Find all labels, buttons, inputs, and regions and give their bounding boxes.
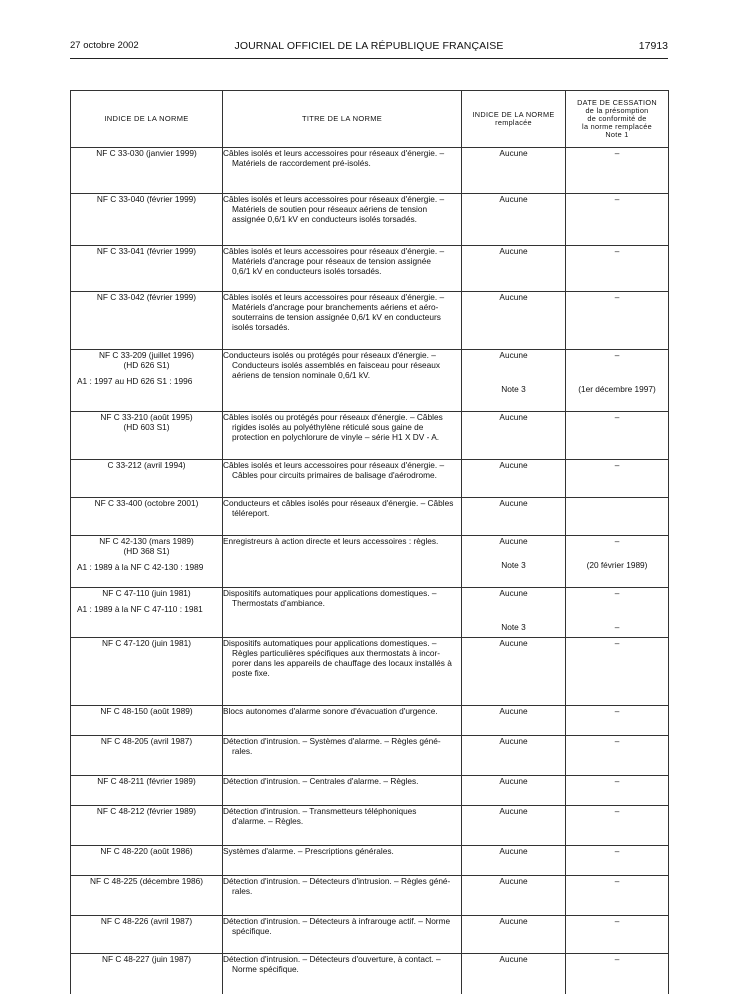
remplacee-cell <box>462 916 566 954</box>
norme-reference: NF C 33-042 (février 1999) <box>96 292 197 302</box>
cessation-value: (1er décembre 1997) <box>578 384 656 394</box>
norme-cell <box>71 246 223 292</box>
titre-line: Matériels de raccordement pré-isolés. <box>232 158 371 168</box>
titre-line: porer dans les appareils de chauffage des locaux installés à <box>232 658 452 668</box>
table-row <box>71 954 669 994</box>
titre-line: poste fixe. <box>232 668 270 678</box>
col-header-remplacee <box>462 91 566 148</box>
cessation-value: – <box>614 536 620 546</box>
cessation-value: – <box>614 588 620 598</box>
remplacee-cell <box>462 736 566 776</box>
titre-line: Conducteurs et câbles isolés pour réseaux d'énergie. – Câbles <box>223 498 454 508</box>
titre-line: Câbles isolés et leurs accessoires pour réseaux d'énergie. – <box>223 292 445 302</box>
norme-reference: NF C 42-130 (mars 1989) <box>99 536 194 546</box>
titre-cell <box>223 954 462 994</box>
norme-cell <box>71 148 223 194</box>
norme-reference: (HD 626 S1) <box>123 360 170 370</box>
titre-line: Détection d'intrusion. – Systèmes d'alarme. – Règles géné- <box>223 736 441 746</box>
cessation-cell <box>566 806 669 846</box>
titre-cell <box>223 736 462 776</box>
table-row <box>71 498 669 536</box>
remplacee-value: Note 3 <box>501 560 526 570</box>
titre-line: Thermostats d'ambiance. <box>232 598 325 608</box>
remplacee-value: Aucune <box>499 246 528 256</box>
titre-line: Détection d'intrusion. – Transmetteurs téléphoniques <box>223 806 417 816</box>
amendement-reference: A1 : 1997 au HD 626 S1 : 1996 <box>77 376 193 386</box>
cessation-value: – <box>614 622 620 632</box>
col-header-remplacee-line: remplacée <box>495 118 532 127</box>
header-rule <box>70 58 668 59</box>
norme-reference: NF C 48-220 (août 1986) <box>100 846 193 856</box>
titre-cell <box>223 412 462 460</box>
norme-cell <box>71 536 223 588</box>
titre-line: Enregistreurs à action directe et leurs accessoires : règles. <box>223 536 439 546</box>
titre-line: isolés torsadés. <box>232 322 290 332</box>
remplacee-cell <box>462 498 566 536</box>
col-header-titre: TITRE DE LA NORME <box>223 91 462 148</box>
titre-line: rales. <box>232 746 253 756</box>
titre-cell <box>223 536 462 588</box>
cessation-cell <box>566 412 669 460</box>
col-header-cessation-line: de la présomption <box>585 106 649 115</box>
norme-reference: NF C 48-205 (avril 1987) <box>100 736 193 746</box>
col-header-cessation-line: la norme remplacée <box>582 122 652 131</box>
titre-line: Systèmes d'alarme. – Prescriptions générales. <box>223 846 394 856</box>
norms-table <box>70 90 669 994</box>
norme-reference: NF C 33-040 (février 1999) <box>96 194 197 204</box>
remplacee-cell <box>462 806 566 846</box>
norme-cell <box>71 776 223 806</box>
table-row <box>71 350 669 412</box>
remplacee-cell <box>462 776 566 806</box>
norme-reference: NF C 48-212 (février 1989) <box>96 806 197 816</box>
cessation-cell <box>566 916 669 954</box>
remplacee-value: Aucune <box>499 292 528 302</box>
titre-cell <box>223 776 462 806</box>
titre-line: Blocs autonomes d'alarme sonore d'évacuation d'urgence. <box>223 706 438 716</box>
titre-cell <box>223 246 462 292</box>
amendement-reference: A1 : 1989 à la NF C 42-130 : 1989 <box>77 562 204 572</box>
titre-line: Détection d'intrusion. – Détecteurs à infrarouge actif. – Norme <box>223 916 451 926</box>
issue-date: 27 octobre 2002 <box>70 40 139 51</box>
titre-line: Câbles isolés et leurs accessoires pour réseaux d'énergie. – <box>223 194 445 204</box>
cessation-cell <box>566 588 669 638</box>
col-header-cessation-line: de conformité de <box>587 114 647 123</box>
titre-line: Dispositifs automatiques pour applications domestiques. – <box>223 638 437 648</box>
cessation-value: – <box>614 736 620 746</box>
remplacee-value: Aucune <box>499 916 528 926</box>
titre-line: Matériels de soutien pour réseaux aériens de tension <box>232 204 428 214</box>
remplacee-cell <box>462 292 566 350</box>
norme-cell <box>71 350 223 412</box>
cessation-cell <box>566 536 669 588</box>
col-header-cessation-line: DATE DE CESSATION <box>577 98 657 107</box>
col-header-cessation-line: Note 1 <box>605 130 629 139</box>
table-row <box>71 736 669 776</box>
remplacee-cell <box>462 148 566 194</box>
table-row <box>71 148 669 194</box>
table-row <box>71 638 669 706</box>
remplacee-value: Aucune <box>499 536 528 546</box>
table-row <box>71 460 669 498</box>
norme-reference: NF C 47-110 (juin 1981) <box>102 588 191 598</box>
remplacee-cell <box>462 246 566 292</box>
journal-title: JOURNAL OFFICIEL DE LA RÉPUBLIQUE FRANÇAISE <box>234 40 504 52</box>
titre-line: protection en polychlorure de vinyle – série H1 X DV - A. <box>232 432 440 442</box>
norme-reference: NF C 47-120 (juin 1981) <box>101 638 191 648</box>
norme-cell <box>71 638 223 706</box>
norme-reference: (HD 368 S1) <box>123 546 170 556</box>
titre-cell <box>223 806 462 846</box>
cessation-value: – <box>614 806 620 816</box>
table-row <box>71 706 669 736</box>
norme-cell <box>71 460 223 498</box>
norme-reference: (HD 603 S1) <box>123 422 170 432</box>
titre-cell <box>223 350 462 412</box>
cessation-value: – <box>614 846 620 856</box>
titre-line: Dispositifs automatiques pour applications domestiques. – <box>223 588 437 598</box>
remplacee-value: Aucune <box>499 736 528 746</box>
titre-cell <box>223 638 462 706</box>
cessation-value: – <box>614 876 620 886</box>
cessation-value: – <box>614 412 620 422</box>
norme-cell <box>71 706 223 736</box>
titre-cell <box>223 876 462 916</box>
norme-cell <box>71 292 223 350</box>
remplacee-cell <box>462 460 566 498</box>
titre-line: Détection d'intrusion. – Détecteurs d'intrusion. – Règles géné- <box>223 876 451 886</box>
norme-cell <box>71 498 223 536</box>
cessation-cell <box>566 954 669 994</box>
cessation-cell <box>566 194 669 246</box>
remplacee-cell <box>462 194 566 246</box>
cessation-cell <box>566 776 669 806</box>
cessation-value: – <box>614 638 620 648</box>
table-row <box>71 876 669 916</box>
norme-reference: NF C 48-211 (février 1989) <box>97 776 196 786</box>
cessation-cell <box>566 876 669 916</box>
remplacee-cell <box>462 638 566 706</box>
titre-line: Détection d'intrusion. – Détecteurs d'ouverture, à contact. – <box>223 954 441 964</box>
norme-reference: NF C 48-227 (juin 1987) <box>101 954 191 964</box>
remplacee-value: Aucune <box>499 876 528 886</box>
titre-cell <box>223 846 462 876</box>
remplacee-value: Aucune <box>499 350 528 360</box>
cessation-value: – <box>614 350 620 360</box>
cessation-value: – <box>614 194 620 204</box>
table-row <box>71 916 669 954</box>
norme-cell <box>71 588 223 638</box>
titre-line: Matériels d'ancrage pour branchements aériens et aéro- <box>232 302 439 312</box>
remplacee-value: Aucune <box>499 412 528 422</box>
col-header-norme: INDICE DE LA NORME <box>71 91 223 148</box>
remplacee-cell <box>462 706 566 736</box>
norme-cell <box>71 846 223 876</box>
norme-reference: NF C 48-150 (août 1989) <box>100 706 193 716</box>
titre-cell <box>223 588 462 638</box>
titre-cell <box>223 292 462 350</box>
remplacee-cell <box>462 954 566 994</box>
titre-line: Règles particulières spécifiques aux thermostats à incor- <box>232 648 440 658</box>
cessation-value: – <box>614 148 620 158</box>
norme-cell <box>71 736 223 776</box>
remplacee-value: Aucune <box>499 638 528 648</box>
norme-reference: NF C 48-225 (décembre 1986) <box>90 876 203 886</box>
titre-line: Câbles isolés et leurs accessoires pour réseaux d'énergie. – <box>223 148 445 158</box>
remplacee-value: Aucune <box>499 194 528 204</box>
norme-cell <box>71 916 223 954</box>
remplacee-value: Aucune <box>499 706 528 716</box>
titre-line: Matériels d'ancrage pour réseaux de tension assignée <box>232 256 431 266</box>
norme-cell <box>71 194 223 246</box>
titre-line: rigides isolés au polyéthylène réticulé sous gaine de <box>232 422 424 432</box>
norme-cell <box>71 954 223 994</box>
cessation-cell <box>566 292 669 350</box>
table-row <box>71 776 669 806</box>
titre-line: spécifique. <box>232 926 272 936</box>
norme-reference: NF C 33-041 (février 1999) <box>96 246 197 256</box>
norme-reference: NF C 33-210 (août 1995) <box>100 412 193 422</box>
titre-line: Norme spécifique. <box>232 964 299 974</box>
remplacee-cell <box>462 846 566 876</box>
cessation-value: – <box>614 954 620 964</box>
remplacee-value: Aucune <box>499 954 528 964</box>
remplacee-value: Note 3 <box>501 384 526 394</box>
titre-cell <box>223 460 462 498</box>
titre-line: Câbles pour circuits primaires de balisage d'aérodrome. <box>232 470 437 480</box>
cessation-cell <box>566 638 669 706</box>
titre-line: Conducteurs isolés ou protégés pour réseaux d'énergie. – <box>223 350 436 360</box>
titre-cell <box>223 706 462 736</box>
cessation-value: (20 février 1989) <box>586 560 648 570</box>
norme-reference: NF C 33-400 (octobre 2001) <box>94 498 199 508</box>
table-row <box>71 846 669 876</box>
norme-reference: C 33-212 (avril 1994) <box>107 460 186 470</box>
remplacee-value: Aucune <box>499 148 528 158</box>
cessation-value: – <box>614 706 620 716</box>
cessation-value: – <box>614 292 620 302</box>
cessation-cell <box>566 350 669 412</box>
titre-line: d'alarme. – Règles. <box>232 816 304 826</box>
titre-line: Câbles isolés ou protégés pour réseaux d'énergie. – Câbles <box>223 412 443 422</box>
norme-reference: NF C 48-226 (avril 1987) <box>100 916 193 926</box>
cessation-cell <box>566 148 669 194</box>
remplacee-cell <box>462 350 566 412</box>
titre-cell <box>223 148 462 194</box>
titre-line: téléreport. <box>232 508 270 518</box>
norme-reference: NF C 33-209 (juillet 1996) <box>99 350 194 360</box>
titre-line: aériens de tension nominale 0,6/1 kV. <box>232 370 371 380</box>
cessation-cell <box>566 846 669 876</box>
table-header-row <box>71 91 669 148</box>
col-header-remplacee-line: INDICE DE LA NORME <box>472 110 555 119</box>
cessation-cell <box>566 498 669 536</box>
remplacee-cell <box>462 536 566 588</box>
table-row <box>71 412 669 460</box>
remplacee-value: Note 3 <box>501 622 526 632</box>
titre-cell <box>223 916 462 954</box>
titre-cell <box>223 498 462 536</box>
norme-cell <box>71 412 223 460</box>
remplacee-value: Aucune <box>499 460 528 470</box>
titre-line: assignée 0,6/1 kV en conducteurs isolés torsadés. <box>232 214 417 224</box>
page-header <box>70 40 668 54</box>
titre-line: Détection d'intrusion. – Centrales d'alarme. – Règles. <box>223 776 419 786</box>
table-row <box>71 292 669 350</box>
page-number: 17913 <box>638 40 668 52</box>
titre-line: souterrains de tension assignée 0,6/1 kV en conducteurs <box>232 312 441 322</box>
table-row <box>71 194 669 246</box>
norme-reference: NF C 33-030 (janvier 1999) <box>96 148 197 158</box>
table-row <box>71 246 669 292</box>
remplacee-value: Aucune <box>499 776 528 786</box>
table-row <box>71 588 669 638</box>
cessation-cell <box>566 246 669 292</box>
titre-line: Câbles isolés et leurs accessoires pour réseaux d'énergie. – <box>223 246 445 256</box>
cessation-value: – <box>614 916 620 926</box>
cessation-cell <box>566 706 669 736</box>
cessation-cell <box>566 736 669 776</box>
cessation-cell <box>566 460 669 498</box>
titre-line: Conducteurs isolés assemblés en faisceau pour réseaux <box>232 360 440 370</box>
cessation-value: – <box>614 460 620 470</box>
titre-line: 0,6/1 kV en conducteurs isolés torsadés. <box>232 266 382 276</box>
remplacee-cell <box>462 588 566 638</box>
titre-cell <box>223 194 462 246</box>
remplacee-value: Aucune <box>499 498 528 508</box>
norme-cell <box>71 806 223 846</box>
norme-cell <box>71 876 223 916</box>
remplacee-cell <box>462 876 566 916</box>
titre-line: rales. <box>232 886 253 896</box>
col-header-cessation <box>566 91 669 148</box>
cessation-value: – <box>614 246 620 256</box>
amendement-reference: A1 : 1989 à la NF C 47-110 : 1981 <box>77 604 203 614</box>
table-row <box>71 536 669 588</box>
remplacee-value: Aucune <box>499 588 528 598</box>
remplacee-value: Aucune <box>499 846 528 856</box>
remplacee-value: Aucune <box>499 806 528 816</box>
cessation-value: – <box>614 776 620 786</box>
remplacee-cell <box>462 412 566 460</box>
table-row <box>71 806 669 846</box>
titre-line: Câbles isolés et leurs accessoires pour réseaux d'énergie. – <box>223 460 445 470</box>
